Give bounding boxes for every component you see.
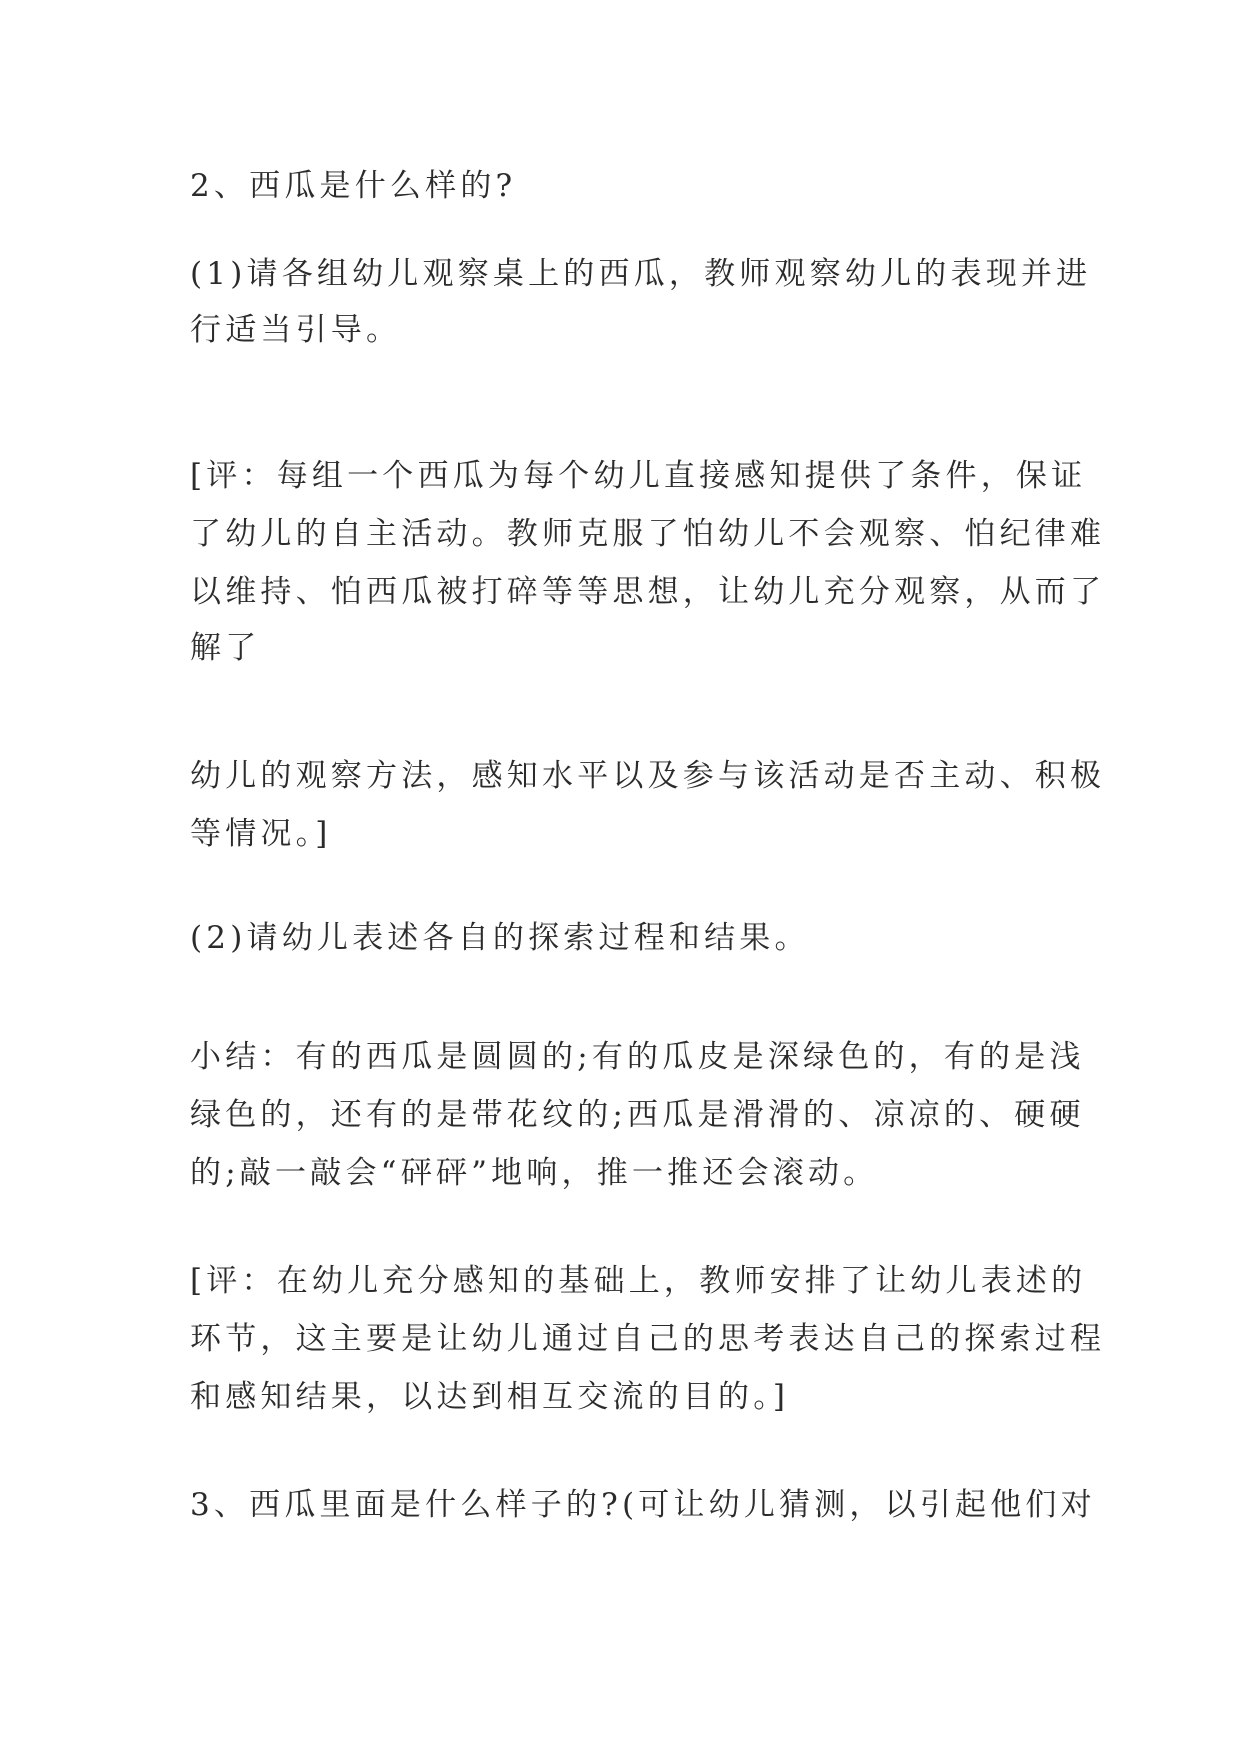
comment-1-line-3: 以维持、怕西瓜被打碎等等思想，让幼儿充分观察，从而了	[190, 574, 1106, 610]
comment-2-line-2: 环节，这主要是让幼儿通过自己的思考表达自己的探索过程	[190, 1321, 1106, 1357]
summary-line-3: 的;敲一敲会“砰砰”地响，推一推还会滚动。	[190, 1155, 879, 1191]
paragraph-step-1-line-2: 行适当引导。	[190, 312, 402, 348]
summary-line-2: 绿色的，还有的是带花纹的;西瓜是滑滑的、凉凉的、硬硬	[190, 1097, 1085, 1133]
paragraph-step-2: (2)请幼儿表述各自的探索过程和结果。	[190, 920, 810, 956]
comment-1-line-2: 了幼儿的自主活动。教师克服了怕幼儿不会观察、怕纪律难	[190, 516, 1106, 552]
comment-2-line-1: [评：在幼儿充分感知的基础上，教师安排了让幼儿表述的	[190, 1263, 1087, 1299]
comment-1-continued-line-1: 幼儿的观察方法，感知水平以及参与该活动是否主动、积极	[190, 758, 1106, 794]
heading-section-3: 3、西瓜里面是什么样子的?(可让幼儿猜测，以引起他们对	[190, 1487, 1096, 1523]
summary-line-1: 小结：有的西瓜是圆圆的;有的瓜皮是深绿色的，有的是浅	[190, 1039, 1085, 1075]
comment-2-line-3: 和感知结果，以达到相互交流的目的。]	[190, 1379, 790, 1415]
heading-section-2: 2、西瓜是什么样的?	[190, 168, 517, 204]
paragraph-step-1-line-1: (1)请各组幼儿观察桌上的西瓜，教师观察幼儿的表现并进	[190, 256, 1092, 292]
comment-1-continued-line-2: 等情况。]	[190, 816, 332, 852]
comment-1-line-1: [评：每组一个西瓜为每个幼儿直接感知提供了条件，保证	[190, 458, 1087, 494]
comment-1-line-4: 解了	[190, 630, 261, 666]
